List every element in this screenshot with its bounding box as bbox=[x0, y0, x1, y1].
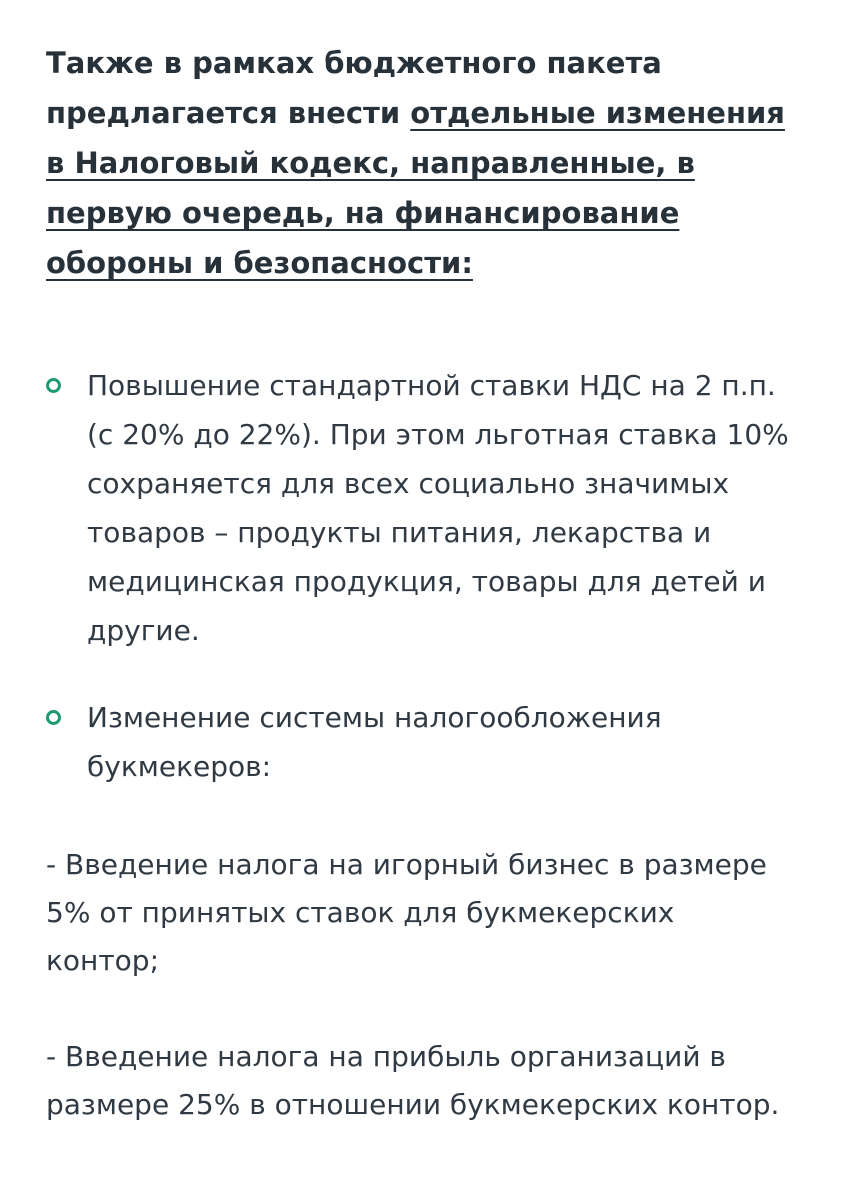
list-item bbox=[46, 693, 826, 791]
article-content bbox=[46, 38, 826, 1129]
list-item-text: Изменение системы налогообложения букмекеров: bbox=[87, 701, 662, 783]
bullet-circle-icon bbox=[46, 710, 61, 725]
intro-paragraph bbox=[46, 38, 786, 288]
tax-code-changes-link[interactable]: отдельные изменения в Налоговый кодекс, направленные, в первую очередь, на финансирование обороны и безопасности: bbox=[46, 96, 785, 280]
list-item bbox=[46, 361, 826, 655]
profit-tax-item: - Введение налога на прибыль организаций в размере 25% в отношении букмекерских контор. bbox=[46, 1040, 780, 1121]
bullet-circle-icon bbox=[46, 378, 61, 393]
intro-text: Также в рамках бюджетного пакета предлагается внести bbox=[46, 46, 662, 130]
bullet-list bbox=[46, 361, 826, 791]
list-item-text: Повышение стандартной ставки НДС на 2 п.п. (с 20% до 22%). При этом льготная ставка 10% сохраняется для всех социально значимых товаров – продукты питания, лекарства и медицинская продукция, товары для детей и другие. bbox=[87, 369, 789, 647]
gambling-tax-item: - Введение налога на игорный бизнес в размере 5% от принятых ставок для букмекерских контор; bbox=[46, 848, 767, 977]
